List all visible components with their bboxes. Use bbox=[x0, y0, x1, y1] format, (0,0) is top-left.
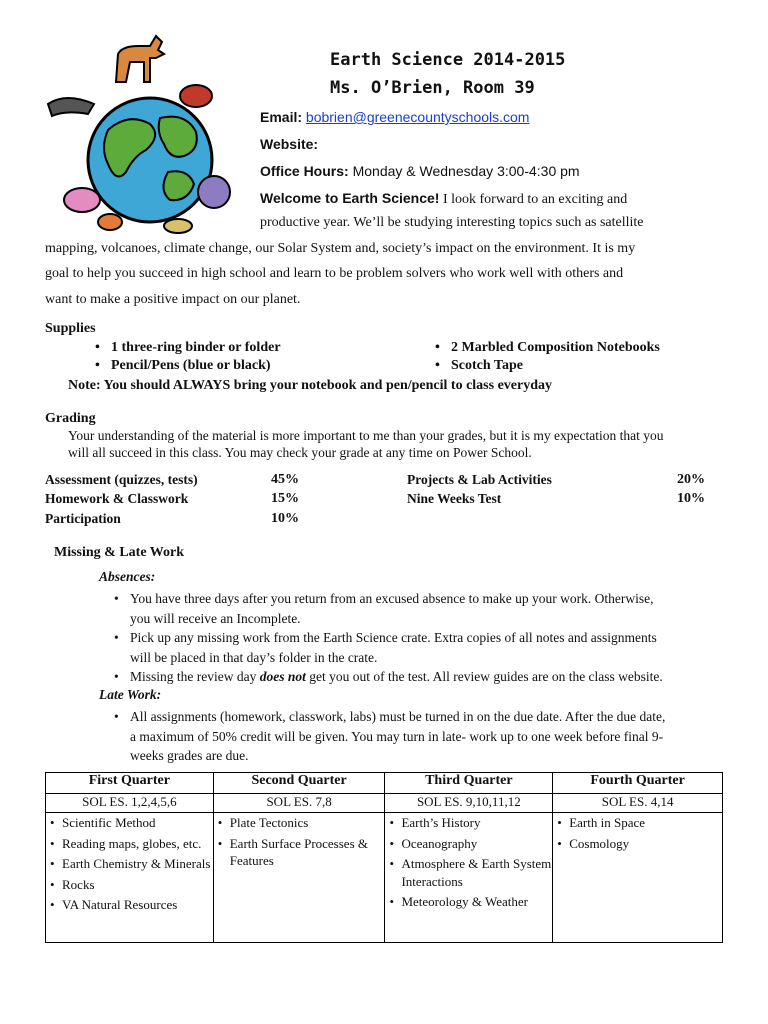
grading-text-1: Your understanding of the material is more important to me than your grades, but it is my expectation that you bbox=[68, 428, 664, 443]
grade-percent: 10% bbox=[271, 511, 299, 526]
intro-line-1: Welcome to Earth Science! I look forward to an exciting and bbox=[260, 190, 628, 207]
grade-label: Assessment (quizzes, tests) bbox=[45, 472, 198, 487]
absences-heading: Absences: bbox=[99, 569, 156, 584]
grade-percent: 45% bbox=[271, 472, 299, 487]
list-item: • 2 Marbled Composition Notebooks bbox=[433, 339, 660, 357]
grade-percent: 15% bbox=[271, 491, 299, 506]
list-item: • Earth in Space bbox=[553, 814, 722, 832]
quarter-header: Second Quarter bbox=[213, 773, 385, 794]
absences-list bbox=[112, 589, 712, 687]
intro-line-4: goal to help you succeed in high school and learn to be problem solvers who work well with others and bbox=[45, 266, 624, 281]
topics-cell bbox=[385, 813, 553, 943]
email-link[interactable]: bobrien@greenecountyschools.com bbox=[305, 109, 530, 125]
email-row bbox=[260, 109, 529, 125]
quarter-header: Third Quarter bbox=[385, 773, 553, 794]
office-hours-value: Monday & Wednesday 3:00-4:30 pm bbox=[352, 163, 580, 179]
list-item: • Atmosphere & Earth System Interactions bbox=[385, 855, 552, 890]
list-item: • 1 three-ring binder or folder bbox=[93, 339, 281, 357]
grade-label: Projects & Lab Activities bbox=[407, 472, 552, 487]
list-item: • Cosmology bbox=[553, 835, 722, 853]
topics-cell bbox=[213, 813, 385, 943]
list-item: • Earth Chemistry & Minerals bbox=[46, 855, 213, 873]
list-item: • Meteorology & Weather bbox=[385, 893, 552, 911]
bird-icon bbox=[48, 98, 94, 116]
earth-globe-clipart bbox=[38, 32, 253, 237]
supplies-list-right bbox=[433, 339, 660, 374]
intro-line-3: mapping, volcanoes, climate change, our Solar System and, society’s impact on the environment. It is my bbox=[45, 241, 636, 256]
list-item: • Pick up any missing work from the Earth Science crate. Extra copies of all notes and assignments will be placed in that day’s folder in the crate. bbox=[112, 628, 712, 667]
list-item: • Earth Surface Processes & Features bbox=[214, 835, 385, 870]
supplies-list-left bbox=[93, 339, 281, 374]
grading-text-2: will all succeed in this class. You may check your grade at any time on Power School. bbox=[68, 445, 532, 460]
grade-percent: 10% bbox=[677, 491, 705, 506]
list-item: • Oceanography bbox=[385, 835, 552, 853]
intro-line-5: want to make a positive impact on our planet. bbox=[45, 292, 301, 307]
sol-cell: SOL ES. 7,8 bbox=[213, 794, 385, 813]
topics-cell bbox=[553, 813, 723, 943]
grade-percent: 20% bbox=[677, 472, 705, 487]
list-item: • Scotch Tape bbox=[433, 357, 660, 375]
list-item: • Plate Tectonics bbox=[214, 814, 385, 832]
website-label: Website: bbox=[260, 136, 319, 152]
supplies-heading: Supplies bbox=[45, 321, 96, 336]
list-item: • Missing the review day does not get you out of the test. All review guides are on the class website. bbox=[112, 667, 712, 687]
page-subtitle: Ms. O’Brien, Room 39 bbox=[330, 78, 535, 98]
list-item: • VA Natural Resources bbox=[46, 896, 213, 914]
office-hours-label: Office Hours: bbox=[260, 163, 349, 179]
list-item: • Rocks bbox=[46, 876, 213, 894]
sol-cell: SOL ES. 1,2,4,5,6 bbox=[46, 794, 214, 813]
quarter-header: First Quarter bbox=[46, 773, 214, 794]
sol-cell: SOL ES. 4,14 bbox=[553, 794, 723, 813]
latework-heading: Late Work: bbox=[99, 687, 162, 702]
grading-heading: Grading bbox=[45, 411, 96, 426]
list-item: • Scientific Method bbox=[46, 814, 213, 832]
list-item: • Earth’s History bbox=[385, 814, 552, 832]
intro-line-2: productive year. We’ll be studying interesting topics such as satellite bbox=[260, 215, 644, 230]
office-hours-row bbox=[260, 163, 580, 179]
list-item: • All assignments (homework, classwork, labs) must be turned in on the due date. After the due date, a maximum of 50% credit will be given. You may turn in late- work up to one week before final 9- weeks grades are due. bbox=[112, 707, 712, 766]
quarters-table bbox=[45, 772, 723, 943]
deer-icon bbox=[116, 36, 164, 82]
grade-label: Homework & Classwork bbox=[45, 491, 189, 506]
welcome-lead: Welcome to Earth Science! bbox=[260, 190, 440, 206]
tortoise-icon bbox=[180, 85, 212, 107]
late-work-heading: Missing & Late Work bbox=[54, 545, 185, 560]
list-item: • You have three days after you return from an excused absence to make up your work. Otherwise, you will receive an Incomplete. bbox=[112, 589, 712, 628]
list-item: • Pencil/Pens (blue or black) bbox=[93, 357, 281, 375]
list-item: • Reading maps, globes, etc. bbox=[46, 835, 213, 853]
topics-cell bbox=[46, 813, 214, 943]
page-title: Earth Science 2014-2015 bbox=[330, 50, 566, 70]
email-label: Email: bbox=[260, 109, 303, 125]
creature-icon bbox=[198, 176, 230, 208]
supplies-note: Note: You should ALWAYS bring your notebook and pen/pencil to class everyday bbox=[68, 378, 553, 393]
sol-cell: SOL ES. 9,10,11,12 bbox=[385, 794, 553, 813]
pig-icon bbox=[64, 188, 100, 212]
quarter-header: Fourth Quarter bbox=[553, 773, 723, 794]
latework-list bbox=[112, 707, 712, 766]
grade-label: Nine Weeks Test bbox=[407, 491, 502, 506]
grade-label: Participation bbox=[45, 511, 121, 526]
